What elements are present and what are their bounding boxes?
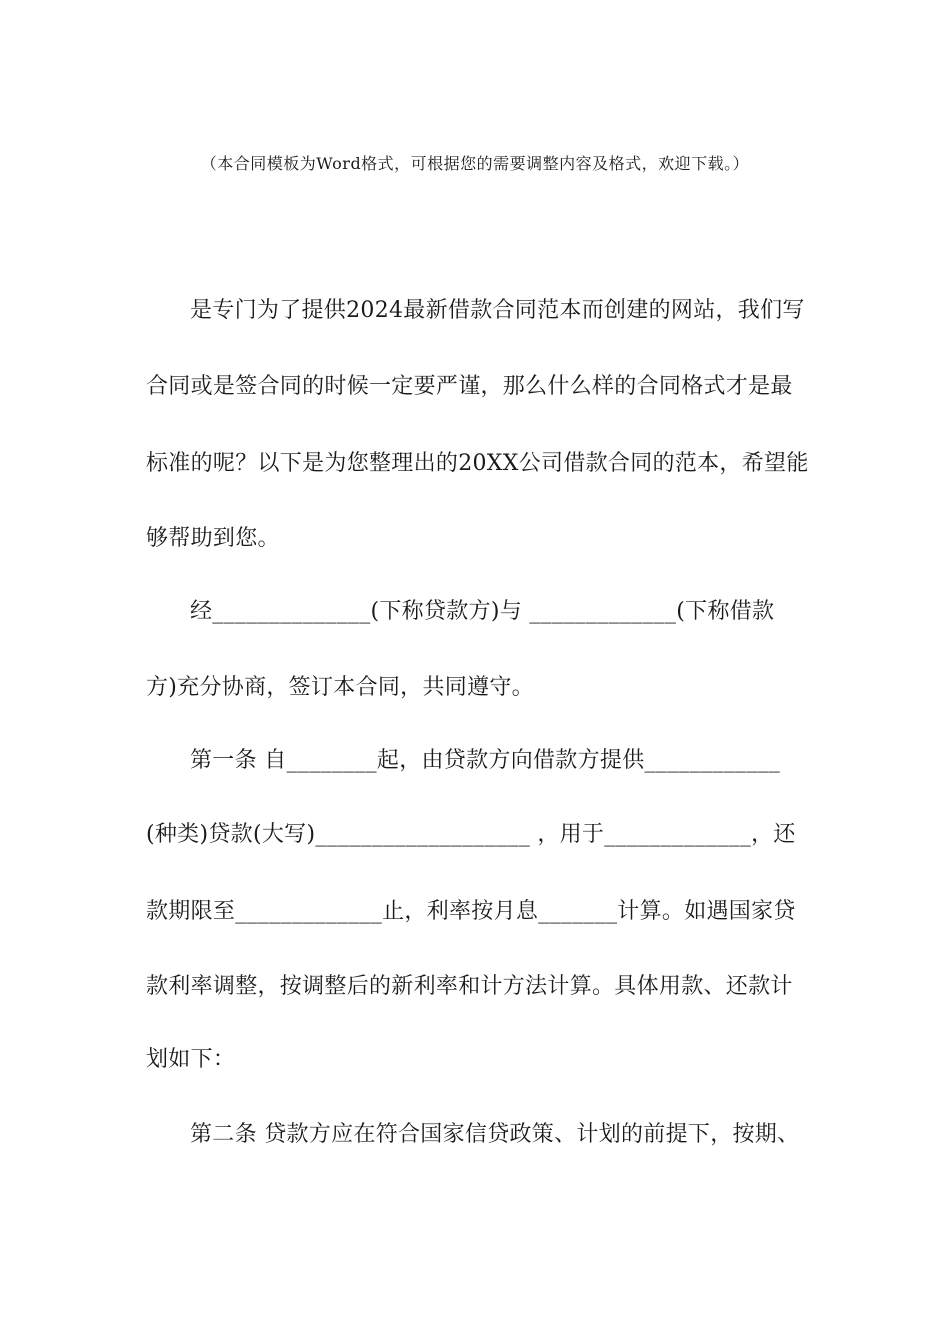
paragraph-parties-line-2: 方)充分协商，签订本合同，共同遵守。: [146, 675, 534, 700]
article-1-line-4: 款利率调整，按调整后的新利率和计方法计算。具体用款、还款计: [146, 974, 793, 999]
article-1-line-1: 第一条 自________起，由贷款方向借款方提供____________: [190, 748, 781, 773]
paragraph-intro-line-3: 标准的呢？以下是为您整理出的20XX公司借款合同的范本，希望能: [146, 451, 809, 476]
article-2-line-1: 第二条 贷款方应在符合国家信贷政策、计划的前提下，按期、: [190, 1122, 800, 1147]
paragraph-intro-line-2: 合同或是签合同的时候一定要严谨，那么什么样的合同格式才是最: [146, 374, 793, 399]
article-1-line-5: 划如下：: [146, 1047, 236, 1072]
paragraph-parties-line-1: 经______________(下称贷款方)与 _____________(下称借款: [190, 599, 775, 624]
paragraph-intro-line-1: 是专门为了提供2024最新借款合同范本而创建的网站，我们写: [190, 298, 805, 323]
paragraph-intro-line-4: 够帮助到您。: [146, 526, 280, 551]
article-1-line-3: 款期限至_____________止，利率按月息_______计算。如遇国家贷: [146, 899, 796, 924]
template-note: （本合同模板为Word格式，可根据您的需要调整内容及格式，欢迎下载。）: [200, 154, 750, 173]
article-1-line-2: (种类)贷款(大写)___________________ ，用于_____________，还: [146, 822, 796, 847]
